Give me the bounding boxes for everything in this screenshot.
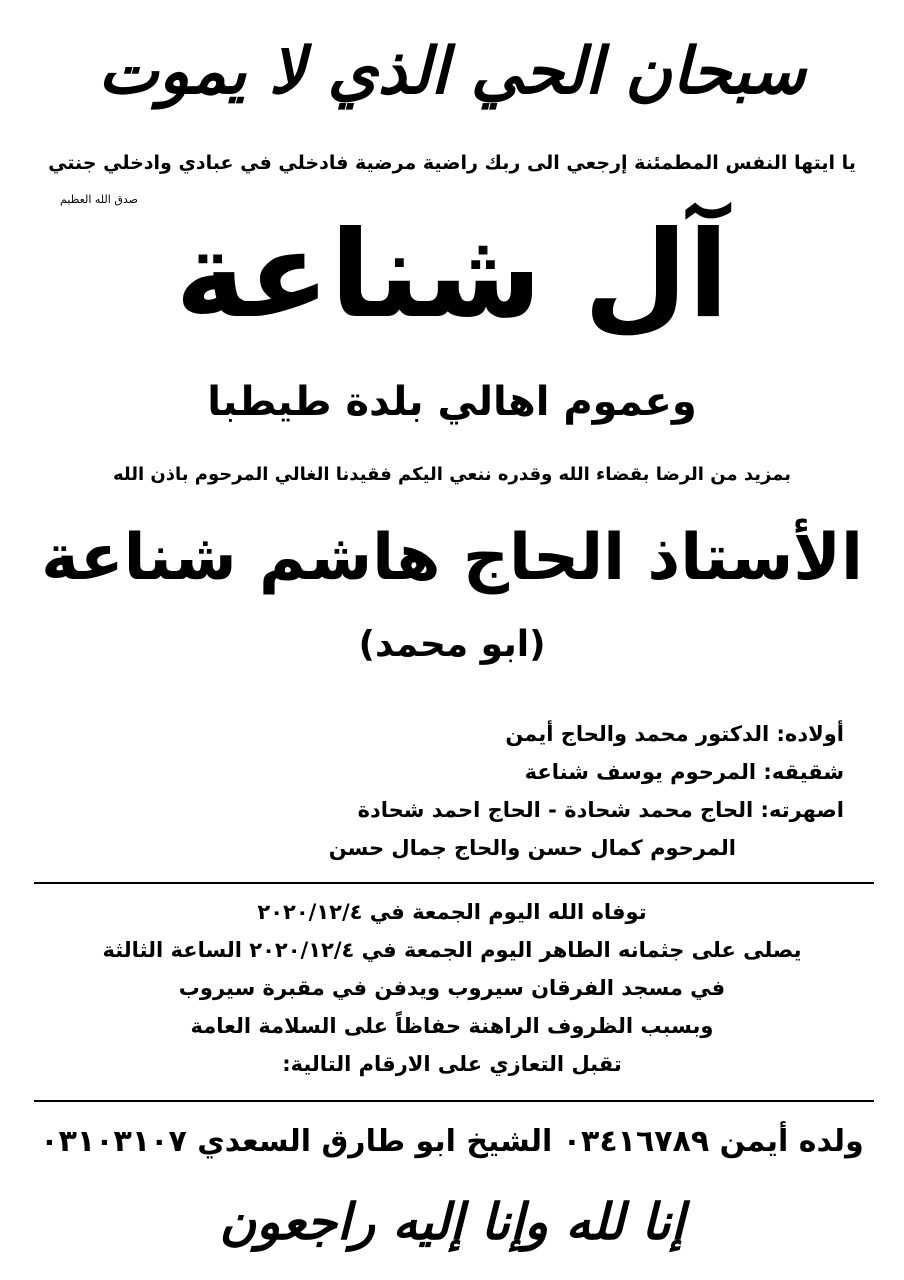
info-condolences: تقبل التعازي على الارقام التالية: bbox=[282, 1052, 622, 1076]
deceased-name: الأستاذ الحاج هاشم شناعة bbox=[41, 521, 863, 595]
relatives-inlaws-line-2: المرحوم كمال حسن والحاج جمال حسن bbox=[328, 836, 736, 860]
announcement-intro: بمزيد من الرضا بقضاء الله وقدره ننعي اليكم فقيدنا الغالي المرحوم باذن الله bbox=[112, 464, 792, 485]
footer-calligraphy: إنا لله وإنا إليه راجعون bbox=[219, 1192, 685, 1251]
town-people: وعموم اهالي بلدة طيطبا bbox=[207, 379, 697, 425]
relatives-brother: شقيقه: المرحوم يوسف شناعة bbox=[524, 760, 844, 784]
divider-line bbox=[34, 882, 874, 884]
header-calligraphy: سبحان الحي الذي لا يموت bbox=[98, 34, 806, 109]
info-circumstances: وبسبب الظروف الراهنة حفاظاً على السلامة العامة bbox=[190, 1014, 714, 1038]
relatives-inlaws-line-1: اصهرته: الحاج محمد شحادة - الحاج احمد شحادة bbox=[357, 798, 844, 822]
quran-verse: يا ايتها النفس المطمئنة إرجعي الى ربك راضية مرضية فادخلي في عبادي وادخلي جنتي bbox=[48, 152, 856, 174]
contact-numbers: ولده أيمن ٠٣٤١٦٧٨٩ الشيخ ابو طارق السعدي ٠٣١٠٣١٠٧ bbox=[40, 1124, 864, 1159]
relatives-sons: أولاده: الدكتور محمد والحاج أيمن bbox=[505, 722, 844, 746]
info-burial-place: في مسجد الفرقان سيروب ويدفن في مقبرة سيروب bbox=[178, 976, 726, 1000]
info-prayer-time: يصلى على جثمانه الطاهر اليوم الجمعة في ٢٠٢٠/١٢/٤ الساعة الثالثة bbox=[102, 938, 802, 962]
divider-line bbox=[34, 1100, 874, 1102]
info-death-date: توفاه الله اليوم الجمعة في ٢٠٢٠/١٢/٤ bbox=[257, 900, 647, 924]
family-name: آل شناعة bbox=[175, 206, 729, 345]
deceased-nickname: (ابو محمد) bbox=[358, 624, 546, 665]
verse-reference: صدق الله العظيم bbox=[60, 193, 138, 206]
